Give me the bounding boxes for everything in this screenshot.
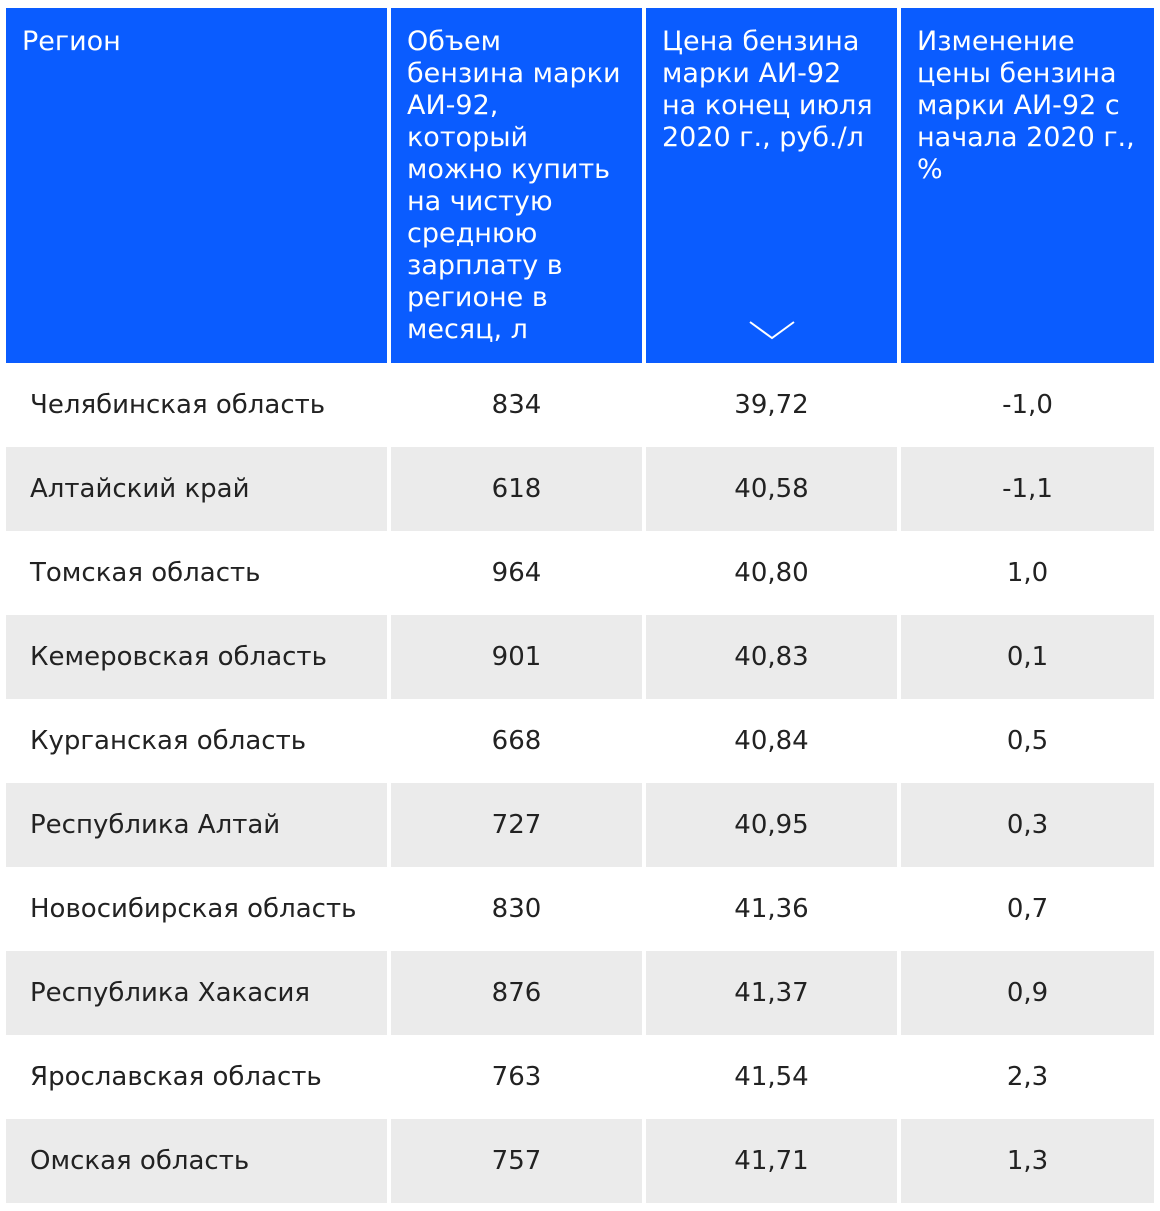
cell-region: Ярославская область (6, 1035, 387, 1119)
table-row (6, 1035, 1154, 1119)
cell-volume: 901 (391, 615, 642, 699)
fuel-price-table-container (6, 8, 1154, 1203)
cell-volume: 763 (391, 1035, 642, 1119)
cell-region: Томская область (6, 531, 387, 615)
cell-region: Курганская область (6, 699, 387, 783)
table-row (6, 867, 1154, 951)
table-row (6, 363, 1154, 447)
cell-price: 41,37 (646, 951, 897, 1035)
column-header-volume-label: Объем бензина марки АИ-92, который можно купить на чистую среднюю зарплату в регионе в месяц, л (407, 26, 621, 345)
cell-change: 0,1 (901, 615, 1154, 699)
cell-price: 39,72 (646, 363, 897, 447)
cell-volume: 668 (391, 699, 642, 783)
table-header (6, 8, 1154, 363)
cell-region: Республика Алтай (6, 783, 387, 867)
cell-price: 40,84 (646, 699, 897, 783)
cell-region: Республика Хакасия (6, 951, 387, 1035)
column-header-region[interactable] (6, 8, 387, 363)
cell-volume: 834 (391, 363, 642, 447)
cell-change: -1,1 (901, 447, 1154, 531)
cell-change: 1,0 (901, 531, 1154, 615)
column-header-volume[interactable] (391, 8, 642, 363)
chevron-down-icon[interactable] (748, 319, 796, 341)
cell-price: 40,80 (646, 531, 897, 615)
cell-region: Омская область (6, 1119, 387, 1203)
cell-price: 41,71 (646, 1119, 897, 1203)
table-row (6, 615, 1154, 699)
cell-volume: 876 (391, 951, 642, 1035)
column-header-change[interactable] (901, 8, 1154, 363)
cell-price: 40,95 (646, 783, 897, 867)
table-body (6, 363, 1154, 1203)
cell-volume: 964 (391, 531, 642, 615)
cell-region: Кемеровская область (6, 615, 387, 699)
cell-price: 41,36 (646, 867, 897, 951)
cell-change: 0,9 (901, 951, 1154, 1035)
table-row (6, 447, 1154, 531)
cell-volume: 830 (391, 867, 642, 951)
cell-volume: 618 (391, 447, 642, 531)
cell-change: 0,3 (901, 783, 1154, 867)
cell-change: 0,5 (901, 699, 1154, 783)
cell-volume: 757 (391, 1119, 642, 1203)
column-header-price[interactable] (646, 8, 897, 363)
fuel-price-table (2, 8, 1158, 1203)
cell-change: 2,3 (901, 1035, 1154, 1119)
table-row (6, 783, 1154, 867)
cell-price: 41,54 (646, 1035, 897, 1119)
table-row (6, 951, 1154, 1035)
cell-change: 0,7 (901, 867, 1154, 951)
cell-change: -1,0 (901, 363, 1154, 447)
cell-price: 40,58 (646, 447, 897, 531)
column-header-region-label: Регион (22, 26, 121, 57)
cell-region: Челябинская область (6, 363, 387, 447)
table-row (6, 699, 1154, 783)
cell-price: 40,83 (646, 615, 897, 699)
cell-region: Новосибирская область (6, 867, 387, 951)
table-row (6, 531, 1154, 615)
cell-change: 1,3 (901, 1119, 1154, 1203)
table-row (6, 1119, 1154, 1203)
cell-volume: 727 (391, 783, 642, 867)
column-header-price-label: Цена бензина марки АИ-92 на конец июля 2020 г., руб./л (662, 26, 873, 153)
cell-region: Алтайский край (6, 447, 387, 531)
header-row (6, 8, 1154, 363)
column-header-change-label: Изменение цены бензина марки АИ-92 с начала 2020 г., % (917, 26, 1135, 185)
